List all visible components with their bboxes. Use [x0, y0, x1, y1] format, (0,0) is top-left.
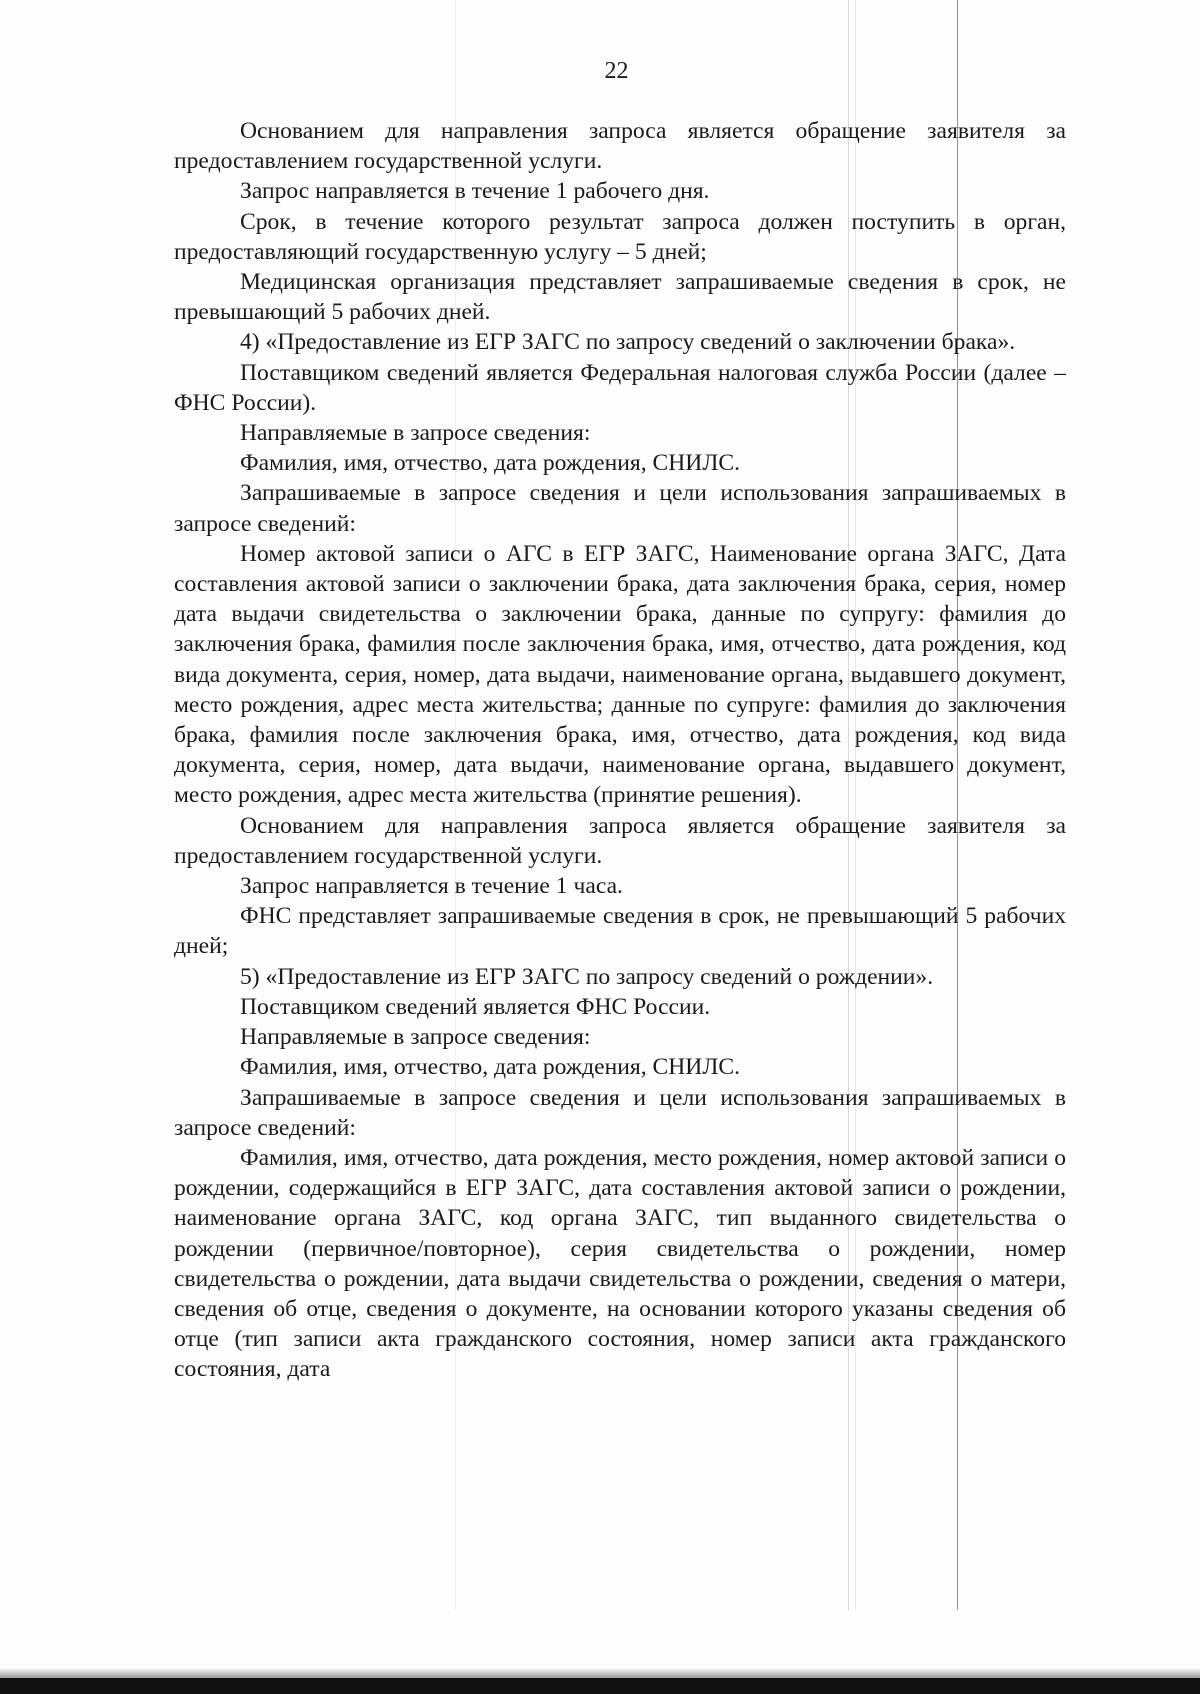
paragraph: Направляемые в запросе сведения: [240, 420, 591, 447]
scan-shadow [0, 1668, 1200, 1678]
paragraph: Срок, в течение которого результат запроса должен поступить в орган, предоставляющий государственную услугу – 5 дней; [174, 208, 1066, 265]
paragraph: 4) «Предоставление из ЕГР ЗАГС по запросу сведений о заключении брака». [240, 329, 1016, 356]
paragraph: Запрос направляется в течение 1 рабочего дня. [240, 178, 710, 205]
paragraph: Направляемые в запросе сведения: [240, 1024, 591, 1051]
paragraph: Запрашиваемые в запросе сведения и цели использования запрашиваемых в запросе сведений: [174, 480, 1066, 537]
paragraph: Поставщиком сведений является Федеральная налоговая служба России (далее – ФНС России). [174, 359, 1066, 416]
paragraph: Основанием для направления запроса является обращение заявителя за предоставлением государственной услуги. [174, 812, 1066, 869]
paragraph: Медицинская организация представляет запрашиваемые сведения в срок, не превышающий 5 рабочих дней. [174, 269, 1066, 326]
paragraph: Запрашиваемые в запросе сведения и цели использования запрашиваемых в запросе сведений: [174, 1084, 1066, 1141]
paragraph: Фамилия, имя, отчество, дата рождения, СНИЛС. [240, 450, 740, 477]
paragraph: Фамилия, имя, отчество, дата рождения, место рождения, номер актовой записи о рождении, содержащийся в ЕГР ЗАГС, дата составления актовой записи о рождении, наименование органа ЗАГС, код органа ЗАГС, тип выданного свидетельства о рождении (первичное/повторное), серия свидетельства о рождении, номер свидетельства о рождении, дата выдачи свидетельства о рождении, сведения о матери, сведения об отце, сведения о документе, на основании которого указаны сведения об отце (тип записи акта гражданского состояния, номер записи акта гражданского состояния, дата [174, 1144, 1066, 1383]
document-body [174, 116, 1066, 1385]
paragraph: Поставщиком сведений является ФНС России. [240, 993, 711, 1020]
paragraph: Запрос направляется в течение 1 часа. [240, 873, 623, 900]
paragraph: ФНС представляет запрашиваемые сведения в срок, не превышающий 5 рабочих дней; [174, 903, 1066, 960]
paragraph: 5) «Предоставление из ЕГР ЗАГС по запросу сведений о рождении». [240, 963, 934, 990]
paragraph: Фамилия, имя, отчество, дата рождения, СНИЛС. [240, 1054, 740, 1081]
paragraph: Номер актовой записи о АГС в ЕГР ЗАГС, Наименование органа ЗАГС, Дата составления актовой записи о заключении брака, дата заключения брака, серия, номер дата выдачи свидетельства о заключении брака, данные по супругу: фамилия до заключения брака, фамилия после заключения брака, имя, отчество, дата рождения, код вида документа, серия, номер, дата выдачи, наименование органа, выдавшего документ, место рождения, адрес места жительства; данные по супруге: фамилия до заключения брака, фамилия после заключения брака, имя, отчество, дата рождения, код вида документа, серия, номер, дата выдачи, наименование органа, выдавшего документ, место рождения, адрес места жительства (принятие решения). [174, 540, 1066, 809]
scan-bottom-border [0, 1678, 1200, 1694]
page-number: 22 [604, 58, 629, 84]
paragraph: Основанием для направления запроса является обращение заявителя за предоставлением государственной услуги. [174, 118, 1066, 175]
